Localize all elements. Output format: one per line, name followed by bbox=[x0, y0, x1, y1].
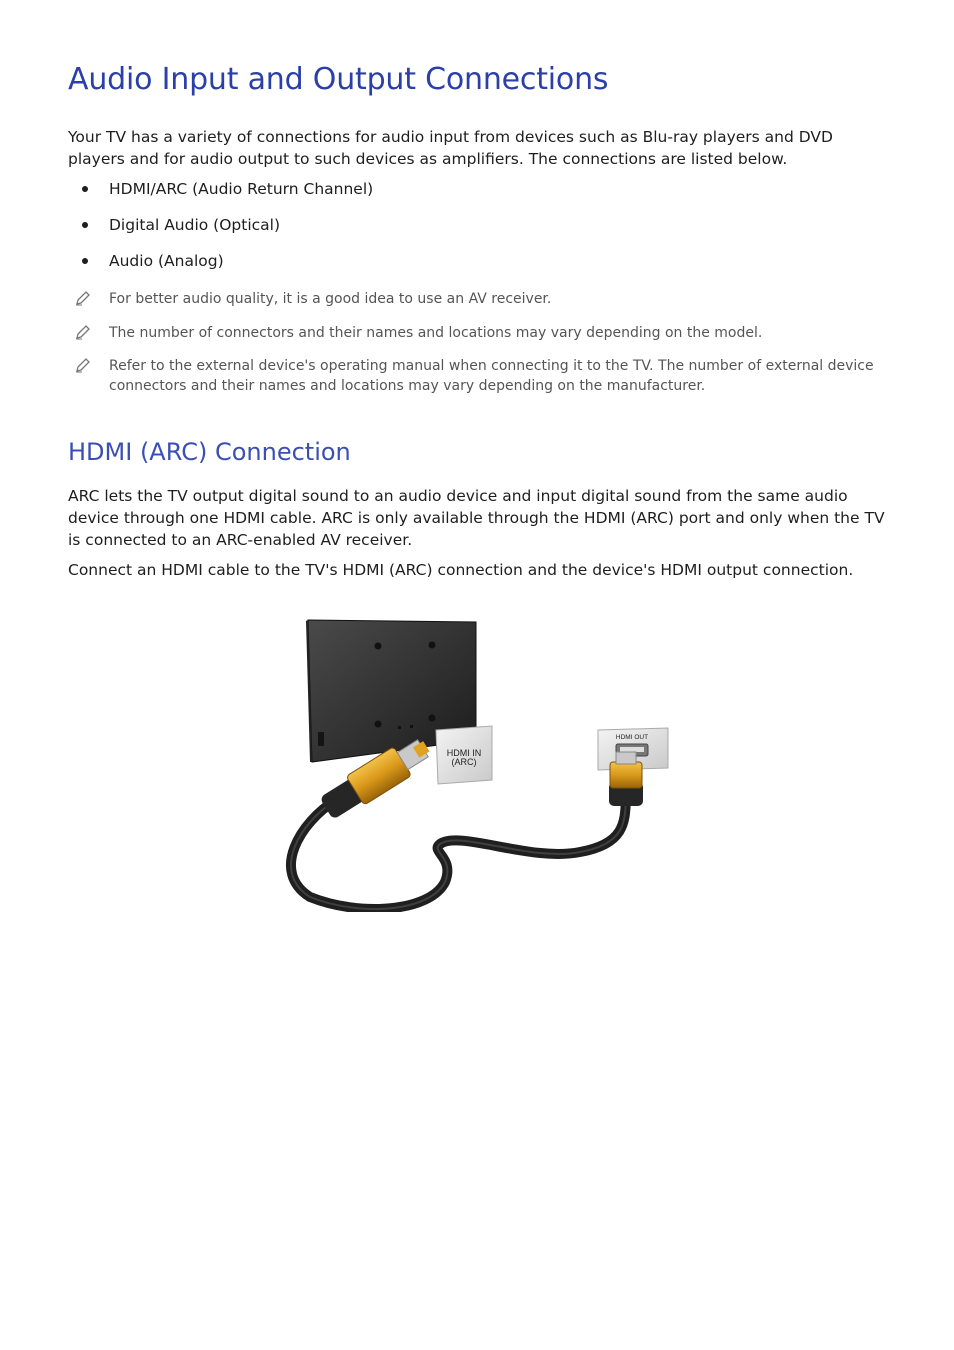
note: The number of connectors and their names and locations may vary depending on the model. bbox=[68, 323, 888, 343]
connection-list bbox=[68, 178, 373, 286]
list-item: Audio (Analog) bbox=[68, 250, 373, 286]
pencil-note-icon bbox=[74, 323, 92, 341]
tv-hdmi-in-port bbox=[436, 726, 492, 784]
list-item: Digital Audio (Optical) bbox=[68, 214, 373, 250]
note: Refer to the external device's operating manual when connecting it to the TV. The number of external device connectors and their names and locations may vary depending on the manufacturer. bbox=[68, 356, 888, 396]
bullet-icon bbox=[82, 186, 88, 192]
page-title: Audio Input and Output Connections bbox=[68, 62, 609, 97]
hdmi-in-label: HDMI IN bbox=[446, 748, 482, 758]
section-paragraph: ARC lets the TV output digital sound to an audio device and input digital sound from the same audio device through one HDMI cable. ARC is only available through the HDMI (ARC) port and only when the TV is connected to an ARC-enabled AV receiver. bbox=[68, 487, 885, 549]
hdmi-connection-diagram bbox=[280, 612, 680, 912]
section-title: HDMI (ARC) Connection bbox=[68, 438, 351, 466]
pencil-note-icon bbox=[74, 289, 92, 307]
intro-paragraph: Your TV has a variety of connections for audio input from devices such as Blu-ray players and DVD players and for audio output to such devices as amplifiers. The connections are listed below. bbox=[68, 128, 833, 168]
hdmi-out-label: HDMI OUT bbox=[615, 734, 649, 741]
bullet-icon bbox=[82, 222, 88, 228]
list-item: HDMI/ARC (Audio Return Channel) bbox=[68, 178, 373, 214]
section-paragraph: Connect an HDMI cable to the TV's HDMI (ARC) connection and the device's HDMI output connection. bbox=[68, 561, 854, 579]
arc-label: (ARC) bbox=[451, 757, 477, 767]
pencil-note-icon bbox=[74, 356, 92, 374]
note: For better audio quality, it is a good idea to use an AV receiver. bbox=[68, 289, 888, 309]
bullet-icon bbox=[82, 258, 88, 264]
